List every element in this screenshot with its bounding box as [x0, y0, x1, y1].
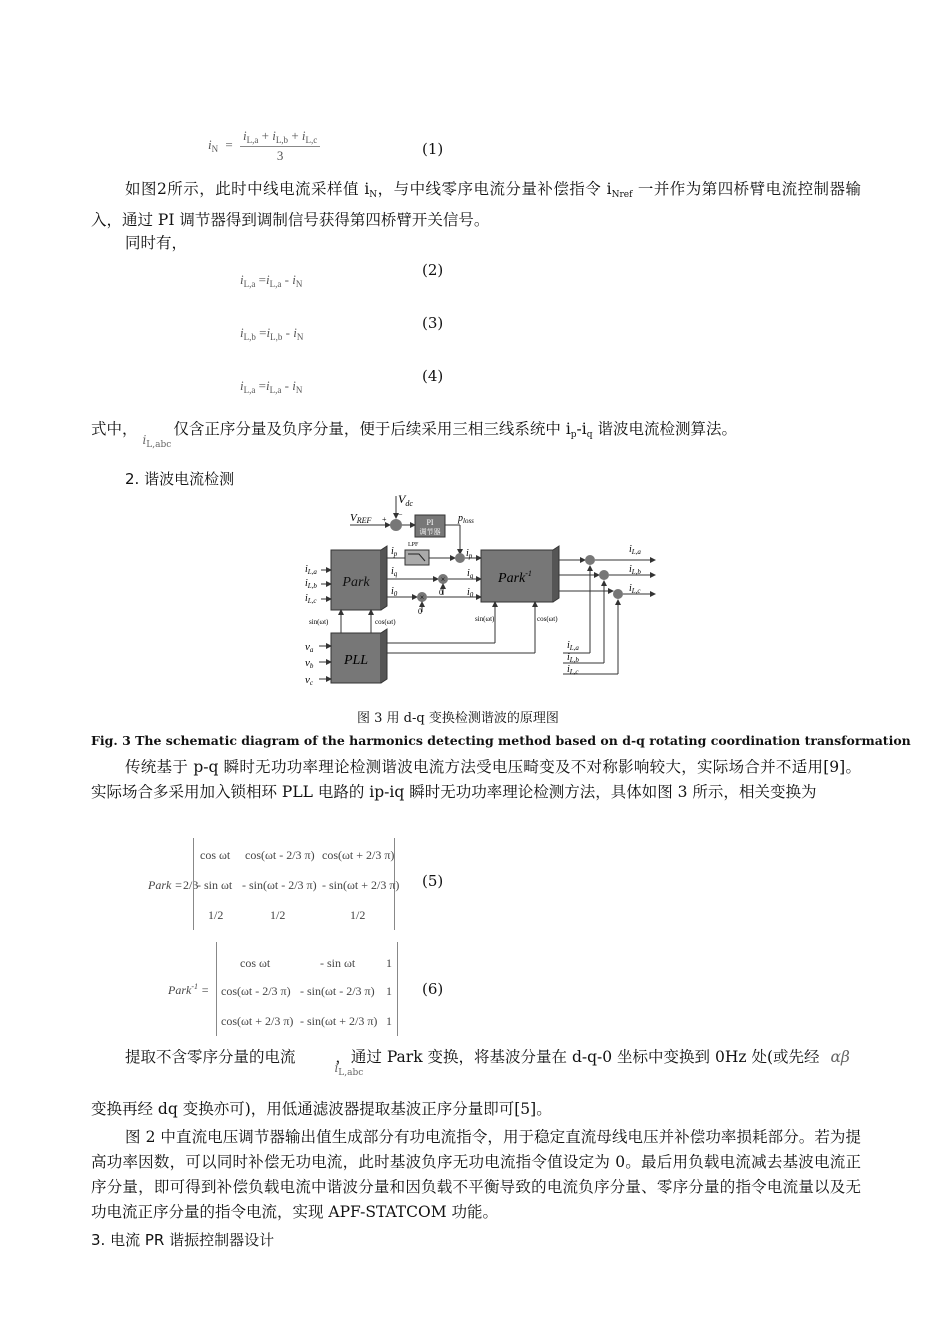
vref-label: VREF: [350, 512, 372, 525]
svg-text:×: ×: [440, 575, 446, 584]
svg-text:iL,b: $i_{L,b}$: [305, 578, 317, 590]
svg-text:iq: $i_q$: [467, 568, 474, 580]
svg-text:−: −: [398, 510, 403, 519]
eq5-cell: 1/2: [350, 908, 366, 922]
svg-text:iL,a: $i_{L,a}$: [629, 544, 641, 556]
svg-text:iq: $i_q$: [391, 566, 398, 578]
svg-text:PLL: PLL: [343, 653, 369, 668]
eq6-cell: 1: [386, 956, 392, 970]
svg-text:+: +: [382, 515, 387, 524]
paragraph-1: 如图2所示，此时中线电流采样值 $i_N$，与中线零序电流分量补偿指令 $i_{Nref}$ 一并作为第四桥臂电流控制器输入，通过 PI 调节器得到调制信号获得第四桥臂开关信号。: [91, 180, 861, 229]
equation-6-lhs: Park$^{-1}$ =: [168, 982, 210, 997]
eq5-cell: cos ωt: [200, 848, 231, 862]
svg-text:×: ×: [419, 593, 425, 602]
eq5-cell: 1/2: [208, 908, 224, 922]
svg-text:0: 0: [418, 607, 422, 616]
equation-2-number: (2): [422, 261, 444, 279]
paragraph-5: 提取不含零序分量的电流 $i_{L,abc}$ ，通过 Park 变换，将基波分量在 d-q-0 坐标中变换到 0Hz 处(或先经 αβ: [125, 1048, 850, 1078]
eq6-cell: - sin(ωt - 2/3 π): [300, 984, 375, 998]
svg-text:iL,c: $i_{L,c}$: [567, 664, 579, 676]
paragraph-2: 同时有，: [125, 234, 188, 252]
svg-text:vb: vb: [305, 657, 314, 670]
eq5-cell: 1/2: [270, 908, 286, 922]
equation-6-number: (6): [422, 980, 444, 998]
svg-text:0: 0: [439, 588, 443, 597]
svg-text:iL,c: $i_{L,c}$: [305, 593, 317, 605]
sum-node-vdc: [390, 519, 402, 531]
eq5-cell: - sin ωt: [197, 878, 233, 892]
paragraph-4: 传统基于 p-q 瞬时无功功率理论检测谐波电流方法受电压畸变及不对称影响较大，实际场合并不适用[9]。实际场合多采用加入锁相环 PLL 电路的 ip-iq 瞬时无功功率理论检测方法，具体如图 3 所示，相关变换为: [91, 758, 861, 801]
svg-text:sin(ωt): sin(ωt): [475, 615, 495, 623]
eq5-cell: cos(ωt - 2/3 π): [245, 848, 315, 862]
svg-text:iL,a: $i_{L,a}$: [305, 564, 317, 576]
sum-node-b: [599, 570, 609, 580]
paragraph-6: 图 2 中直流电压调节器输出值生成部分有功电流指令，用于稳定直流母线电压并补偿功率损耗部分。若为提高功率因数，可以同时补偿无功电流，此时基波负序无功电流指令值设定为 0。最后用负载电流减去基波电流正序分量，即可得到补偿负载电流中谐波分量和因负载不平衡导致的电流负序分量、零序分量的指令电流量以及无功电流正序分量的指令电流，实现 APF-STATCOM 功能。: [91, 1128, 861, 1221]
eq5-cell: - sin(ωt + 2/3 π): [322, 878, 400, 892]
svg-text:sin(ωt): sin(ωt): [309, 618, 329, 626]
figure-3-diagram: [295, 488, 665, 693]
equation-1: $i_N$ = $\frac{i_{L,a} + i_{L,b} + i_{L,c}}{3}$: [208, 128, 320, 164]
eq6-cell: 1: [386, 984, 392, 998]
sum-node-a: [585, 555, 595, 565]
svg-text:ip: $i_p$: [391, 546, 398, 558]
eq6-cell: cos ωt: [240, 956, 271, 970]
svg-text:vc: vc: [305, 674, 313, 687]
section-2-heading: 2. 谐波电流检测: [125, 470, 235, 488]
svg-text:iL,c: $i_{L,c}$: [629, 583, 641, 595]
eq6-cell: cos(ωt + 2/3 π): [221, 1014, 294, 1028]
sum-node-p: [455, 553, 465, 563]
equation-4-number: (4): [422, 367, 444, 385]
figure-3-caption: 图 3 用 d-q 变换检测谐波的原理图: [357, 711, 559, 726]
eq6-cell: - sin ωt: [320, 956, 356, 970]
svg-text:iL,b: $i_{L,b}$: [629, 564, 641, 576]
eq5-cell: cos(ωt + 2/3 π): [322, 848, 395, 862]
svg-text:Park: Park: [342, 575, 370, 590]
section-3-heading: 3. 电流 PR 谐振控制器设计: [91, 1231, 275, 1249]
equation-3: $i_{L,b} =i_{L,b} - i_N$: [240, 325, 304, 342]
eq6-cell: cos(ωt - 2/3 π): [221, 984, 291, 998]
svg-text:PI: PI: [426, 518, 434, 527]
paragraph-3: 式中， $i_{L,abc}$ 仅含正序分量及负序分量，便于后续采用三相三线系统中 $i_p-i_q$ 谐波电流检测算法。: [91, 420, 737, 450]
equation-3-number: (3): [422, 314, 444, 332]
eq6-cell: - sin(ωt + 2/3 π): [300, 1014, 378, 1028]
svg-text:ip: $i_p$: [466, 548, 473, 560]
eq5-cell: - sin(ωt - 2/3 π): [242, 878, 317, 892]
svg-text:i0: $i_0$: [467, 587, 474, 599]
paragraph-5-cont: 变换再经 dq 变换亦可)，用低通滤波器提取基波正序分量即可[5]。: [91, 1100, 552, 1118]
ploss-label: $p_{loss}$: [458, 513, 474, 525]
equation-1-number: (1): [422, 140, 444, 158]
svg-text:调节器: 调节器: [419, 528, 441, 536]
svg-text:cos(ωt): cos(ωt): [537, 615, 558, 623]
svg-text:cos(ωt): cos(ωt): [375, 618, 396, 626]
svg-text:va: va: [305, 641, 314, 654]
svg-text:iL,b: $i_{L,b}$: [567, 652, 579, 664]
eq6-cell: 1: [386, 1014, 392, 1028]
svg-text:LPF: LPF: [408, 542, 419, 548]
sum-node-c: [613, 589, 623, 599]
svg-text:i0: $i_0$: [391, 586, 398, 598]
equation-5-number: (5): [422, 872, 444, 890]
vdc-label: $V_{dc}$: [398, 492, 413, 508]
equation-5-lhs: Park =: [148, 878, 183, 892]
lpf-block: [405, 550, 429, 565]
equation-2: $i_{L,a} =i_{L,a} - i_N$: [240, 272, 303, 289]
equation-4: $i_{L,a} =i_{L,a} - i_N$: [240, 378, 303, 395]
equation-5-coef: 2/3: [183, 878, 199, 892]
svg-text:iL,a: $i_{L,a}$: [567, 640, 579, 652]
svg-text:Park-1: Park$^{-1}$: [498, 569, 532, 586]
figure-3-caption-en: Fig. 3 The schematic diagram of the harmonics detecting method based on d-q rotating coordination transformation: [91, 733, 911, 748]
